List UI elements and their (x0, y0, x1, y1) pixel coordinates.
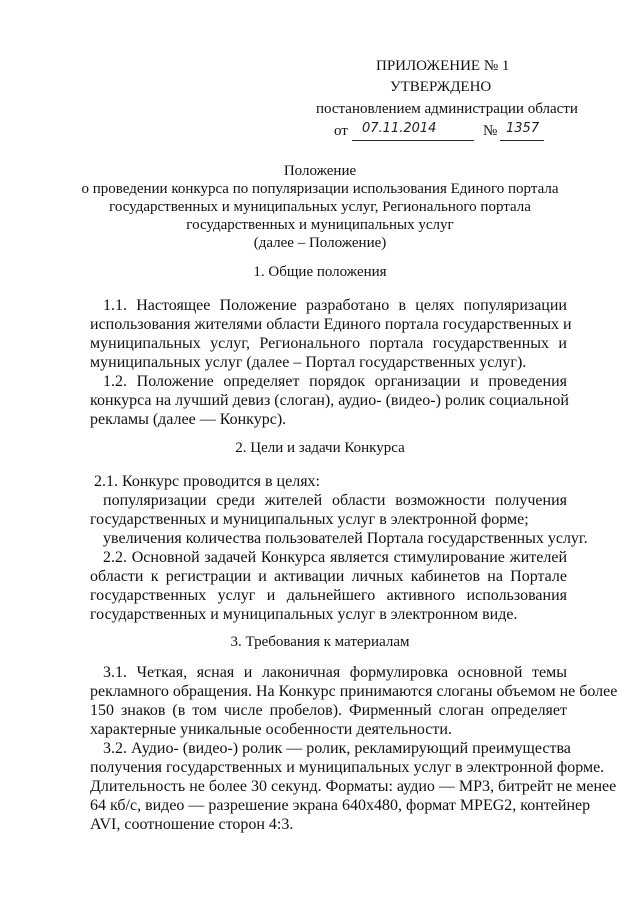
document-title: Положение (283, 163, 357, 179)
body-line: конкурса на лучший девиз (слоган), аудио- (видео-) ролик социальной (90, 392, 569, 409)
section-heading: 1. Общие положения (253, 264, 387, 280)
body-line: популяризации среди жителей области возможности получения (103, 492, 567, 509)
date-prefix: от (334, 123, 348, 139)
body-line: увеличения количества пользователей Портала государственных услуг. (103, 530, 588, 547)
section-heading: 3. Требования к материалам (230, 634, 410, 650)
signed-number: 1357 (506, 121, 540, 136)
body-line: 2.1. Конкурс проводится в целях: (94, 473, 320, 490)
title-line: о проведении конкурса по популяризации использования Единого портала (81, 181, 559, 197)
body-line: государственных и муниципальных услуг в электронной форме; (90, 511, 529, 528)
body-line: рекламного обращения. На Конкурс принимаются слоганы объемом не более (90, 683, 618, 700)
body-line: 64 кб/с, видео — разрешение экрана 640х480, формат MPEG2, контейнер (90, 797, 591, 814)
section-heading: 2. Цели и задачи Конкурса (235, 440, 405, 456)
number-prefix: № (483, 123, 498, 139)
body-line: области к регистрации и активации личных кабинетов на Портале (90, 568, 567, 585)
date-underline (352, 140, 474, 141)
body-line: 1.1. Настоящее Положение разработано в целях популяризации (103, 297, 567, 314)
body-line: государственных услуг и дальнейшего активного использования (90, 587, 567, 604)
body-line: AVI, соотношение сторон 4:3. (90, 816, 294, 833)
resolution-line: постановлением администрации области (316, 101, 578, 117)
body-line: рекламы (далее — Конкурс). (90, 411, 287, 428)
body-line: использования жителями области Единого портала государственных и (90, 316, 572, 333)
approved-label: УТВЕРЖДЕНО (390, 79, 492, 95)
body-line: характерные уникальные особенности деятельности. (90, 721, 452, 738)
title-line: (далее – Положение) (253, 235, 387, 251)
body-line: 3.2. Аудио- (видео-) ролик — ролик, рекламирующий преимущества (103, 740, 571, 757)
body-line: 1.2. Положение определяет порядок организации и проведения (103, 373, 567, 390)
body-line: Длительность не более 30 секунд. Форматы: аудио — MP3, битрейт не менее (90, 778, 617, 795)
body-line: муниципальных услуг, Регионального портала государственных и (90, 335, 567, 352)
body-line: государственных и муниципальных услуг в электронном виде. (90, 606, 518, 623)
body-line: муниципальных услуг (далее – Портал государственных услуг). (90, 354, 527, 371)
signed-date: 07.11.2014 (362, 121, 437, 136)
body-line: 2.2. Основной задачей Конкурса является стимулирование жителей (103, 549, 567, 566)
title-line: государственных и муниципальных услуг, Регионального портала (109, 199, 531, 215)
body-line: 3.1. Четкая, ясная и лаконичная формулировка основной темы (103, 664, 567, 681)
body-line: получения государственных и муниципальных услуг в электронной форме. (90, 759, 605, 776)
appendix-label: ПРИЛОЖЕНИЕ № 1 (376, 58, 510, 74)
body-line: 150 знаков (в том числе пробелов). Фирменный слоган определяет (90, 702, 567, 719)
number-underline (500, 140, 544, 141)
title-line: государственных и муниципальных услуг (186, 217, 454, 233)
